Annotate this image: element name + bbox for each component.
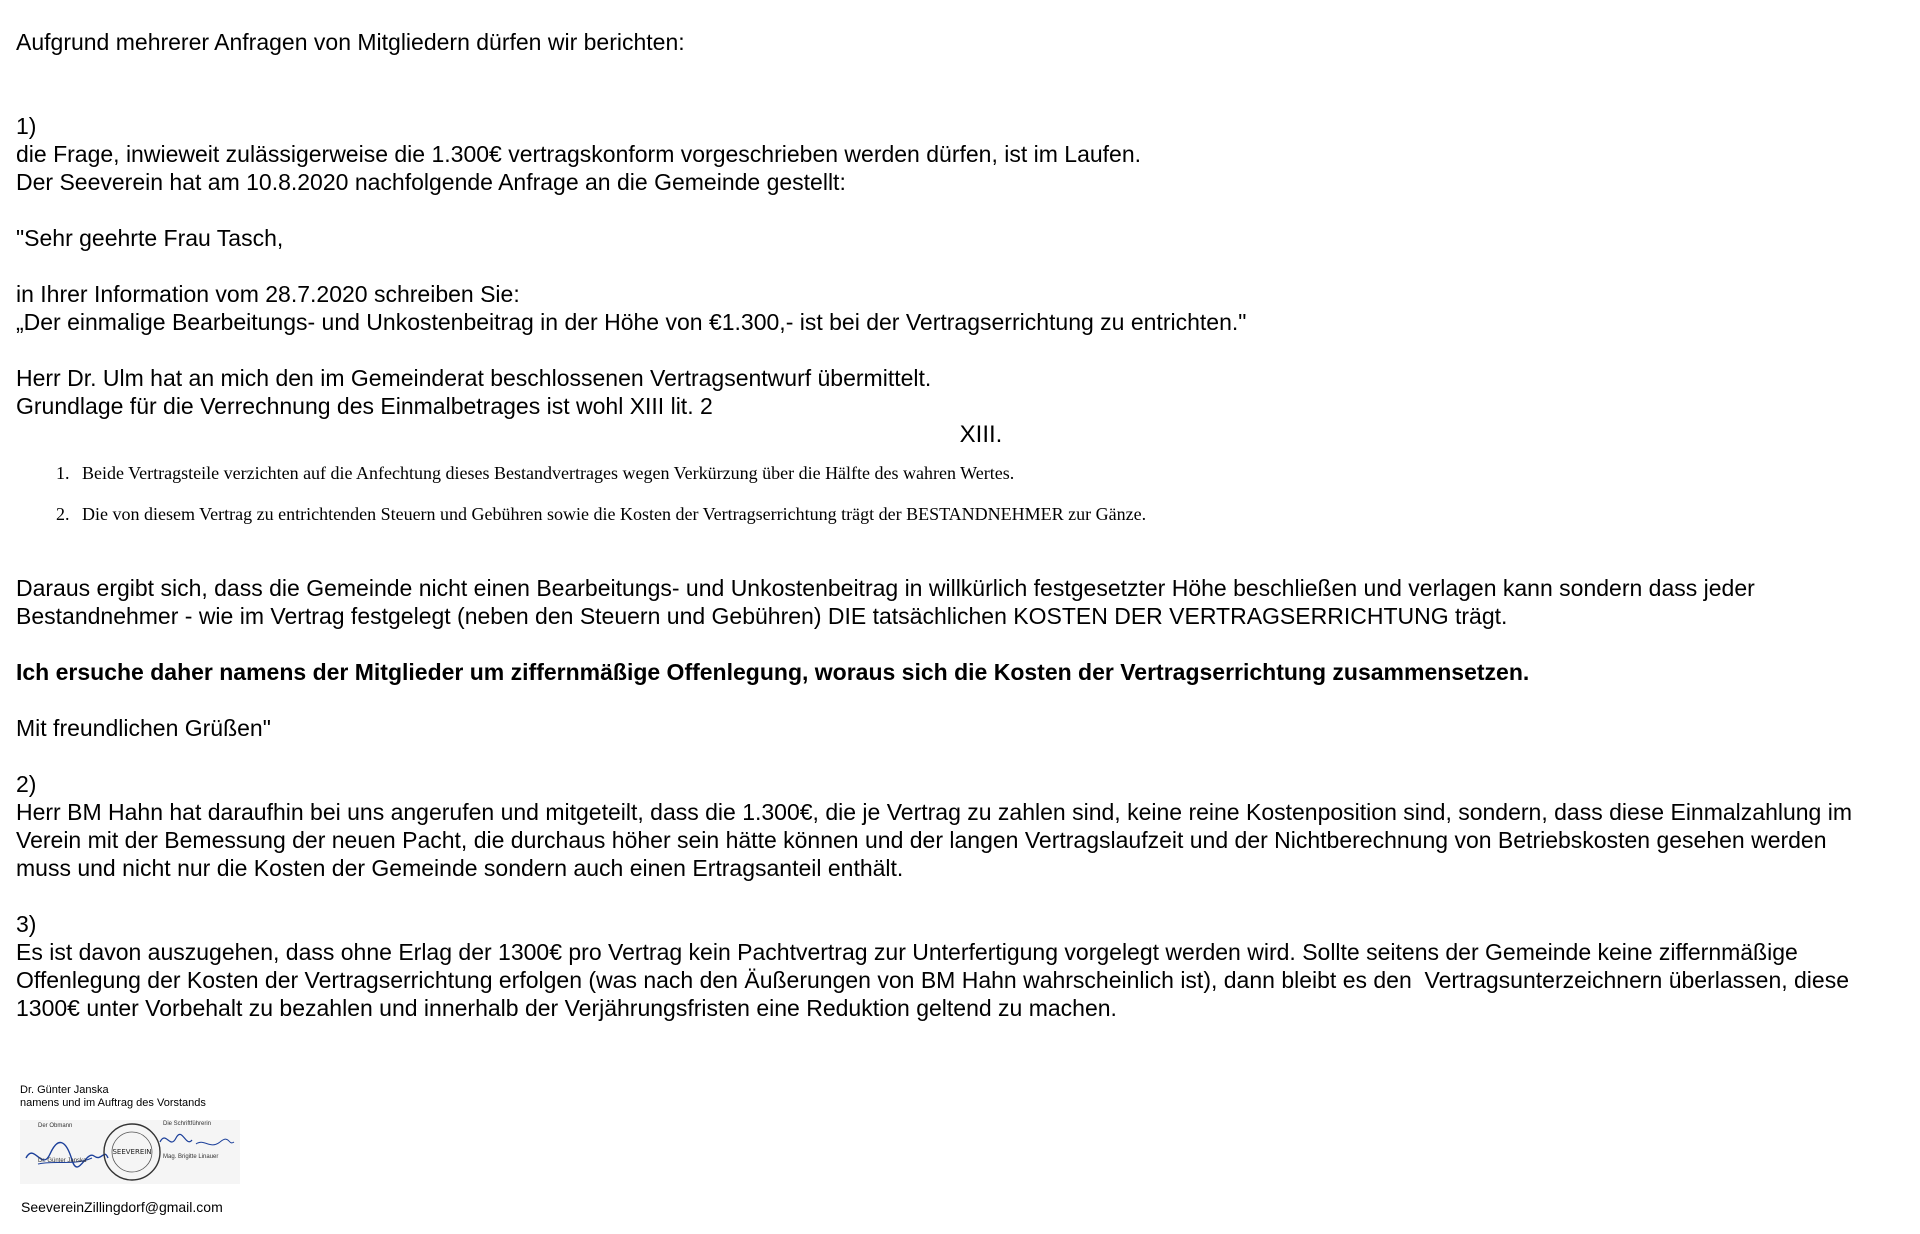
- letter-draft-line: Herr Dr. Ulm hat an mich den im Gemeinderat beschlossenen Vertragsentwurf übermittelt.: [16, 365, 932, 391]
- spacer: [16, 630, 1906, 658]
- clause-text: Die von diesem Vertrag zu entrichtenden Steuern und Gebühren sowie die Kosten der Vertragserrichtung trägt der BESTANDNEHMER zur Gänze.: [82, 504, 1147, 524]
- signature-block: [20, 1084, 260, 1184]
- contact-email: SeevereinZillingdorf@gmail.com: [21, 1199, 223, 1215]
- spacer: [16, 56, 1906, 112]
- signatory-name: Dr. Günter Janska: [20, 1084, 109, 1096]
- section-1-number: 1): [16, 113, 37, 139]
- spacer: [16, 882, 1906, 910]
- left-signatory-name: Dr. Günter Janska: [38, 1158, 87, 1164]
- clause-number: 1.: [56, 463, 70, 483]
- section-1-line-2: Der Seeverein hat am 10.8.2020 nachfolgende Anfrage an die Gemeinde gestellt:: [16, 169, 846, 195]
- letter-conclusion-line-2: Bestandnehmer - wie im Vertrag festgelegt (neben den Steuern und Gebühren) DIE tatsächlichen KOSTEN DER VERTRAGSERRICHTUNG trägt.: [16, 603, 1508, 629]
- intro-text: Aufgrund mehrerer Anfragen von Mitgliedern dürfen wir berichten:: [16, 29, 685, 55]
- signatures-and-stamp-icon: [20, 1120, 240, 1184]
- spacer: [16, 252, 1906, 280]
- spacer: [16, 336, 1906, 364]
- contract-clause: [56, 462, 1906, 484]
- section-3-number: 3): [16, 911, 37, 937]
- right-signature-caption: Die Schriftführerin: [163, 1121, 212, 1127]
- letter-info-line: in Ihrer Information vom 28.7.2020 schreiben Sie:: [16, 281, 520, 307]
- signatory-subtitle: namens und im Auftrag des Vorstands: [20, 1097, 206, 1109]
- letter-quote: „Der einmalige Bearbeitungs- und Unkostenbeitrag in der Höhe von €1.300,- ist bei der Vertragserrichtung zu entrichten.": [16, 309, 1247, 335]
- clause-text: Beide Vertragsteile verzichten auf die Anfechtung dieses Bestandvertrages wegen Verkürzung über die Hälfte des wahren Wertes.: [82, 463, 1015, 483]
- right-signatory-name: Mag. Brigitte Linauer: [163, 1154, 219, 1160]
- section-2-line-3: muss und nicht nur die Kosten der Gemeinde sondern auch einen Ertragsanteil enthält.: [16, 855, 904, 881]
- letter-conclusion-line-1: Daraus ergibt sich, dass die Gemeinde nicht einen Bearbeitungs- und Unkostenbeitrag in willkürlich festgesetzter Höhe beschließen und verlagen kann sondern dass jeder: [16, 575, 1755, 601]
- clause-number: 2.: [56, 504, 70, 524]
- contract-section-heading: XIII.: [959, 421, 1003, 448]
- section-1-line-1: die Frage, inwieweit zulässigerweise die 1.300€ vertragskonform vorgeschrieben werden dürfen, ist im Laufen.: [16, 141, 1142, 167]
- signature-image: [20, 1120, 240, 1184]
- section-3-line-2: Offenlegung der Kosten der Vertragserrichtung erfolgen (was nach den Äußerungen von BM Hahn wahrscheinlich ist), dann bleibt es den Vertragsunterzeichnern überlassen, diese: [16, 967, 1850, 993]
- svg-text:SEEVEREIN: SEEVEREIN: [112, 1148, 152, 1156]
- spacer: [16, 196, 1906, 224]
- letter-request: Ich ersuche daher namens der Mitglieder um ziffernmäßige Offenlegung, woraus sich die Kosten der Vertragserrichtung zusammensetzen.: [16, 659, 1530, 685]
- letter-basis-line: Grundlage für die Verrechnung des Einmalbetrages ist wohl XIII lit. 2: [16, 393, 713, 419]
- spacer: [16, 686, 1906, 714]
- section-3-line-1: Es ist davon auszugehen, dass ohne Erlag der 1300€ pro Vertrag kein Pachtvertrag zur Unterfertigung vorgelegt werden wird. Sollte seitens der Gemeinde keine ziffernmäßige: [16, 939, 1798, 965]
- spacer: [16, 544, 1906, 574]
- section-2-number: 2): [16, 771, 37, 797]
- letter-salutation: "Sehr geehrte Frau Tasch,: [16, 225, 284, 251]
- contract-clause-list: [16, 462, 1906, 525]
- left-signature-caption: Der Obmann: [38, 1123, 73, 1129]
- document-body: [16, 28, 1906, 1022]
- section-2-line-1: Herr BM Hahn hat daraufhin bei uns angerufen und mitgeteilt, dass die 1.300€, die je Vertrag zu zahlen sind, keine reine Kostenposition sind, sondern, dass diese Einmalzahlung im: [16, 799, 1853, 825]
- section-3-line-3: 1300€ unter Vorbehalt zu bezahlen und innerhalb der Verjährungsfristen eine Reduktion geltend zu machen.: [16, 995, 1117, 1021]
- spacer: [16, 742, 1906, 770]
- letter-closing: Mit freundlichen Grüßen": [16, 715, 271, 741]
- contract-clause: [56, 503, 1906, 525]
- section-2-line-2: Verein mit der Bemessung der neuen Pacht, die durchaus höher sein hätte können und der langen Vertragslaufzeit und der Nichtberechnung von Betriebskosten gesehen werden: [16, 827, 1827, 853]
